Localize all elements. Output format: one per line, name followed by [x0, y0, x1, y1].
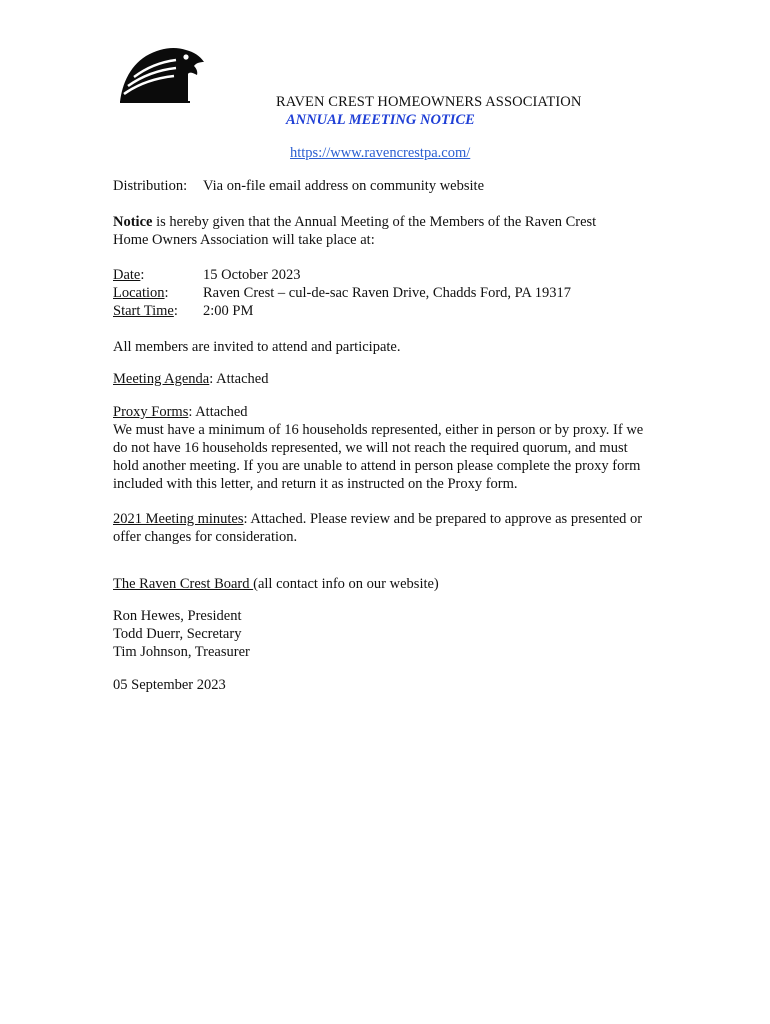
board-heading-text: The Raven Crest Board	[113, 576, 254, 592]
distribution-value: Via on-file email address on community website	[203, 178, 485, 194]
invitation-line: All members are invited to attend and participate.	[113, 339, 401, 355]
notice-bold-word: Notice	[113, 214, 153, 230]
proxy-value: : Attached	[188, 404, 248, 420]
letter-date: 05 September 2023	[113, 677, 226, 693]
agenda-value: : Attached	[209, 371, 269, 387]
minutes-label: 2021 Meeting minutes	[113, 511, 244, 527]
board-note: (all contact info on our website)	[253, 576, 439, 592]
notice-title: ANNUAL MEETING NOTICE	[286, 112, 475, 128]
start-time-value: 2:00 PM	[203, 303, 254, 319]
date-label: Date	[113, 267, 141, 283]
date-row: Date: 15 October 2023	[113, 267, 301, 283]
start-time-row: Start Time: 2:00 PM	[113, 303, 254, 319]
notice-text: is hereby given that the Annual Meeting of the Members of the Raven Crest Home Owners Association will take place at:	[113, 214, 597, 248]
location-row: Location: Raven Crest – cul-de-sac Raven Drive, Chadds Ford, PA 19317	[113, 285, 571, 301]
agenda-label: Meeting Agenda	[113, 371, 210, 387]
location-label: Location	[113, 285, 165, 301]
organization-name: RAVEN CREST HOMEOWNERS ASSOCIATION	[276, 94, 582, 110]
start-time-label: Start Time	[113, 303, 174, 319]
proxy-section	[113, 403, 653, 493]
board-member: Todd Duerr, Secretary	[113, 626, 242, 642]
board-member: Tim Johnson, Treasurer	[113, 644, 250, 660]
distribution-label: Distribution:	[113, 178, 188, 194]
board-members	[113, 607, 673, 661]
agenda-line	[113, 370, 673, 388]
board-member: Ron Hewes, President	[113, 608, 242, 624]
proxy-label: Proxy Forms	[113, 404, 189, 420]
website-link[interactable]: https://www.ravencrestpa.com/	[290, 145, 471, 161]
notice-paragraph	[113, 213, 633, 249]
date-value: 15 October 2023	[203, 267, 301, 283]
meeting-details	[113, 266, 673, 320]
location-value: Raven Crest – cul-de-sac Raven Drive, Chadds Ford, PA 19317	[203, 285, 571, 301]
distribution-line	[113, 177, 673, 195]
minutes-text: : Attached. Please review and be prepared to approve as presented or offer changes for consideration.	[113, 511, 643, 545]
minutes-section	[113, 510, 658, 546]
proxy-text: We must have a minimum of 16 households represented, either in person or by proxy. If we do not have 16 households represented, we will not reach the required quorum, and must hold another meeting. If you are unable to attend in person please complete the proxy form included with this letter, and return it as instructed on the Proxy form.	[113, 422, 644, 492]
raven-head-icon	[116, 44, 208, 106]
board-heading	[113, 575, 673, 593]
